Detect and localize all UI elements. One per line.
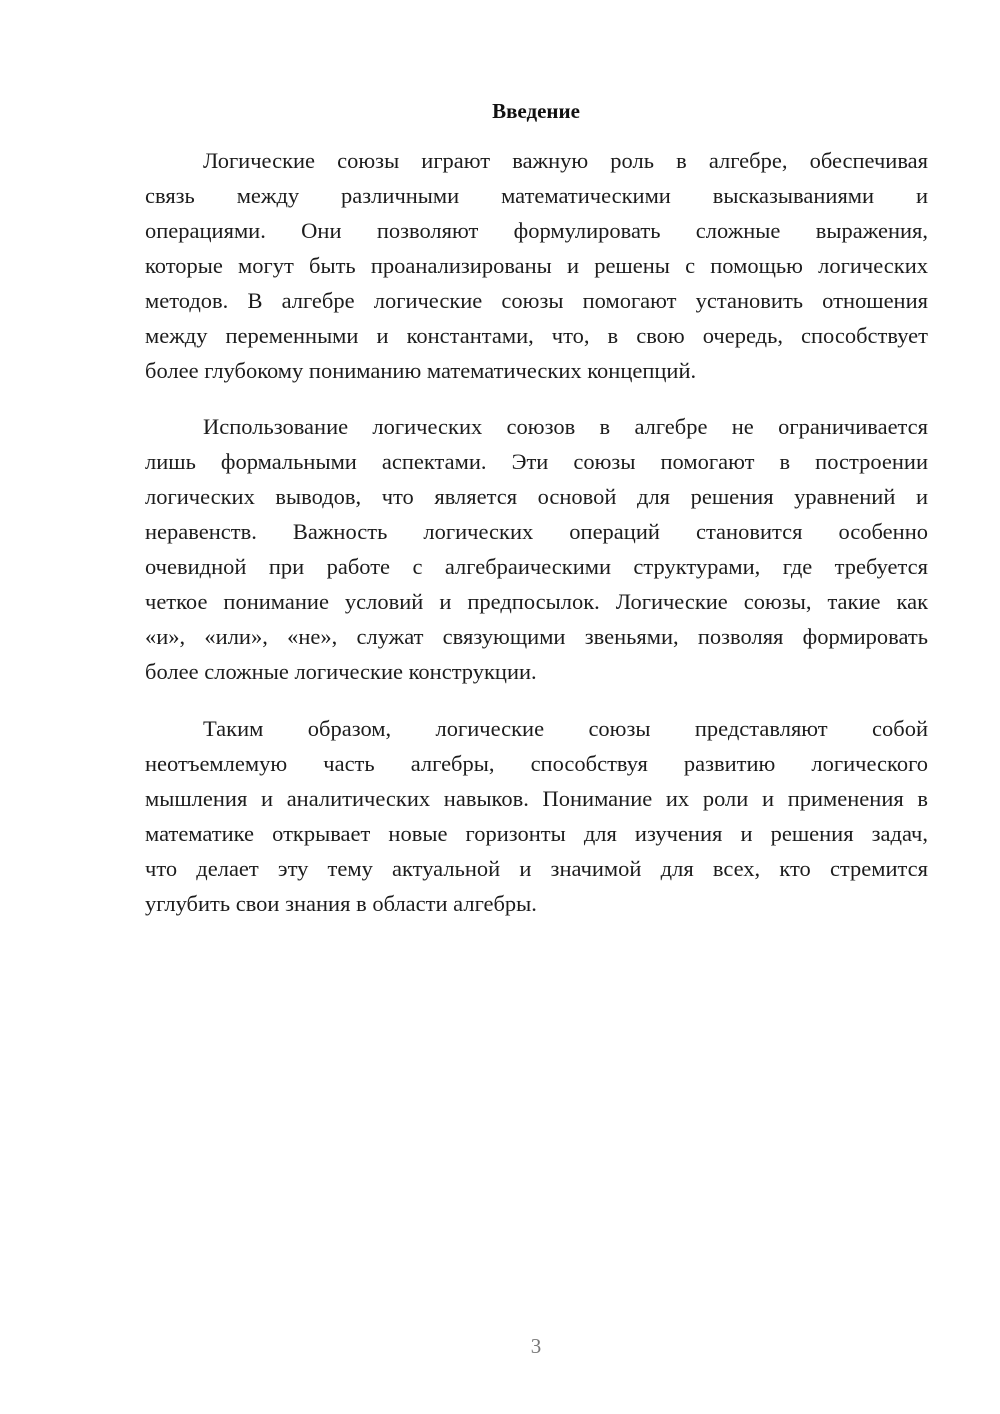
paragraph-line: операциями. Они позволяют формулировать сложные выражения, (145, 218, 928, 243)
section-heading: Введение (492, 99, 580, 123)
paragraph-line: Логические союзы играют важную роль в алгебре, обеспечивая (203, 148, 928, 173)
paragraph-2 (145, 409, 928, 689)
paragraph-line: более глубокому пониманию математических концепций. (145, 358, 697, 383)
paragraph-line: мышления и аналитических навыков. Понимание их роли и применения в (145, 786, 928, 811)
paragraph-1 (145, 143, 928, 388)
paragraph-line: очевидной при работе с алгебраическими структурами, где требуется (145, 554, 928, 579)
paragraph-line: неотъемлемую часть алгебры, способствуя развитию логического (145, 751, 928, 776)
paragraph-line: связь между различными математическими высказываниями и (145, 183, 928, 208)
paragraph-line: более сложные логические конструкции. (145, 659, 537, 684)
paragraph-line: которые могут быть проанализированы и решены с помощью логических (145, 253, 928, 278)
paragraph-line: углубить свои знания в области алгебры. (145, 891, 537, 916)
paragraph-line: методов. В алгебре логические союзы помогают установить отношения (145, 288, 928, 313)
paragraph-line: математике открывает новые горизонты для изучения и решения задач, (145, 821, 928, 846)
page-number: 3 (530, 1334, 542, 1358)
paragraph-line: логических выводов, что является основой для решения уравнений и (145, 484, 928, 509)
paragraph-line: что делает эту тему актуальной и значимой для всех, кто стремится (145, 856, 928, 881)
paragraph-line: четкое понимание условий и предпосылок. Логические союзы, такие как (145, 589, 928, 614)
paragraph-line: между переменными и константами, что, в свою очередь, способствует (145, 323, 928, 348)
paragraph-line: лишь формальными аспектами. Эти союзы помогают в построении (145, 449, 928, 474)
paragraph-3 (145, 711, 928, 921)
paragraph-line: Использование логических союзов в алгебре не ограничивается (203, 414, 928, 439)
paragraph-line: «и», «или», «не», служат связующими звеньями, позволяя формировать (145, 624, 928, 649)
paragraph-line: Таким образом, логические союзы представляют собой (203, 716, 928, 741)
paragraph-line: неравенств. Важность логических операций становится особенно (145, 519, 928, 544)
